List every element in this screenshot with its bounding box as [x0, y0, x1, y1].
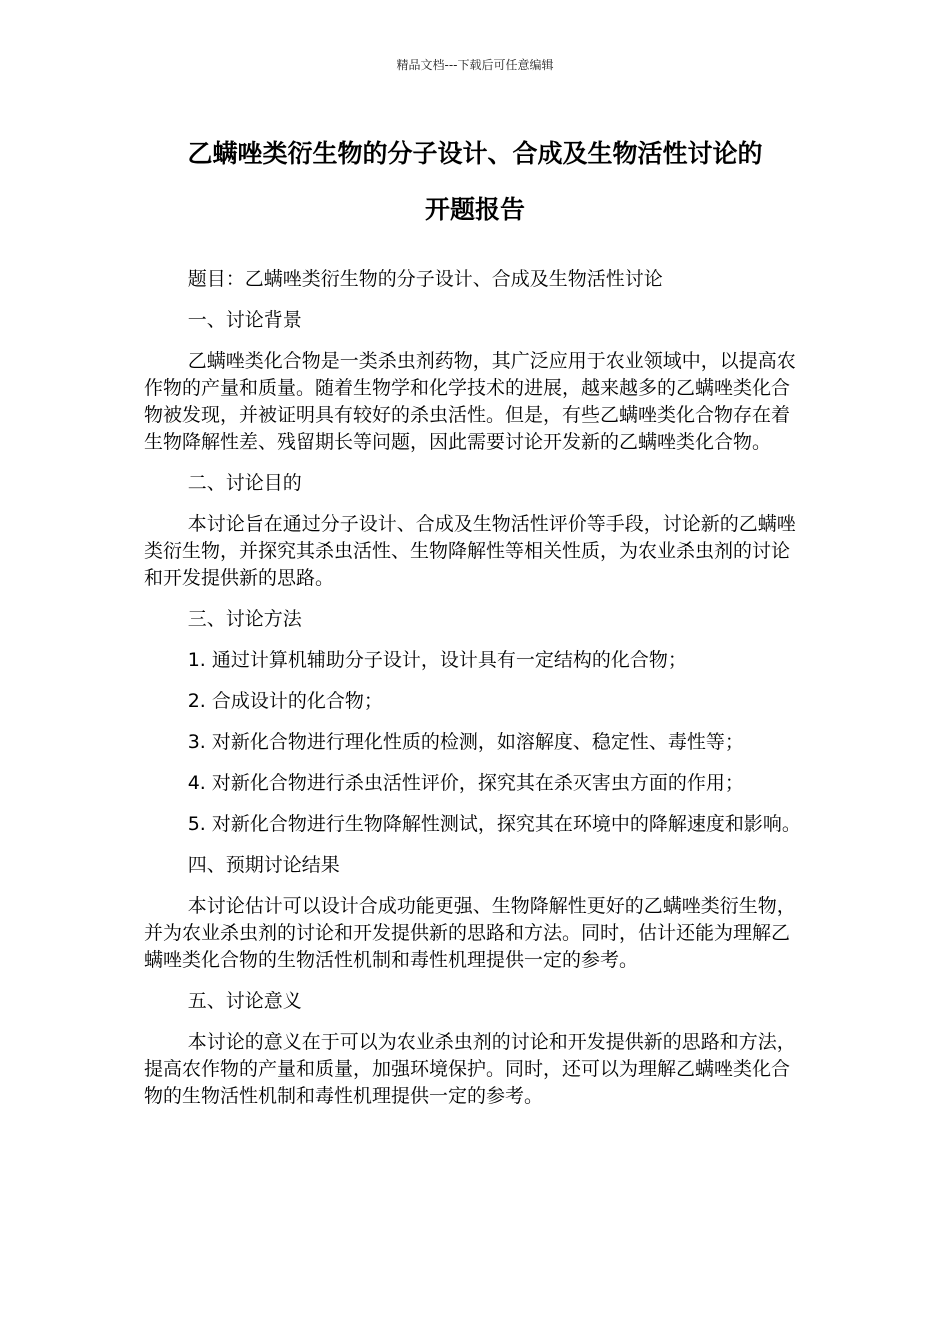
topic-line: 题目：乙螨唑类衍生物的分子设计、合成及生物活性讨论: [187, 268, 663, 290]
method-item-3: 3. 对新化合物进行理化性质的检测，如溶解度、稳定性、毒性等；: [187, 731, 744, 753]
document-title-line-2: 开题报告: [424, 195, 525, 224]
header-note: 精品文档---下载后可任意编辑: [396, 58, 554, 72]
document-title: [120, 126, 830, 238]
expected-results-paragraph: 本讨论估计可以设计合成功能更强、生物降解性更好的乙螨唑类衍生物，并为农业杀虫剂的讨论和开发提供新的思路和方法。同时，估计还能为理解乙螨唑类化合物的生物活性机制和毒性机理提供一定的参考。: [144, 895, 796, 971]
significance-paragraph: 本讨论的意义在于可以为农业杀虫剂的讨论和开发提供新的思路和方法，提高农作物的产量和质量，加强环境保护。同时，还可以为理解乙螨唑类化合物的生物活性机制和毒性机理提供一定的参考。: [144, 1031, 796, 1107]
method-item-5: 5. 对新化合物进行生物降解性测试，探究其在环境中的降解速度和影响。: [187, 813, 801, 835]
section-heading-expected-results: 四、预期讨论结果: [187, 854, 340, 876]
method-item-4: 4. 对新化合物进行杀虫活性评价，探究其在杀灭害虫方面的作用；: [187, 772, 744, 794]
document-title-line-1: 乙螨唑类衍生物的分子设计、合成及生物活性讨论的: [187, 139, 763, 168]
section-heading-purpose: 二、讨论目的: [187, 472, 302, 494]
method-item-2: 2. 合成设计的化合物；: [187, 690, 383, 712]
method-item-1: 1. 通过计算机辅助分子设计，设计具有一定结构的化合物；: [187, 649, 687, 671]
section-heading-methods: 三、讨论方法: [187, 608, 302, 630]
purpose-paragraph: 本讨论旨在通过分子设计、合成及生物活性评价等手段，讨论新的乙螨唑类衍生物，并探究其杀虫活性、生物降解性等相关性质，为农业杀虫剂的讨论和开发提供新的思路。: [144, 513, 796, 589]
section-heading-background: 一、讨论背景: [187, 309, 302, 331]
background-paragraph: 乙螨唑类化合物是一类杀虫剂药物，其广泛应用于农业领域中，以提高农作物的产量和质量。随着生物学和化学技术的进展，越来越多的乙螨唑类化合物被发现，并被证明具有较好的杀虫活性。但是，有些乙螨唑类化合物存在着生物降解性差、残留期长等问题，因此需要讨论开发新的乙螨唑类化合物。: [144, 350, 796, 453]
section-heading-significance: 五、讨论意义: [187, 990, 302, 1012]
document-body: [144, 266, 806, 1124]
